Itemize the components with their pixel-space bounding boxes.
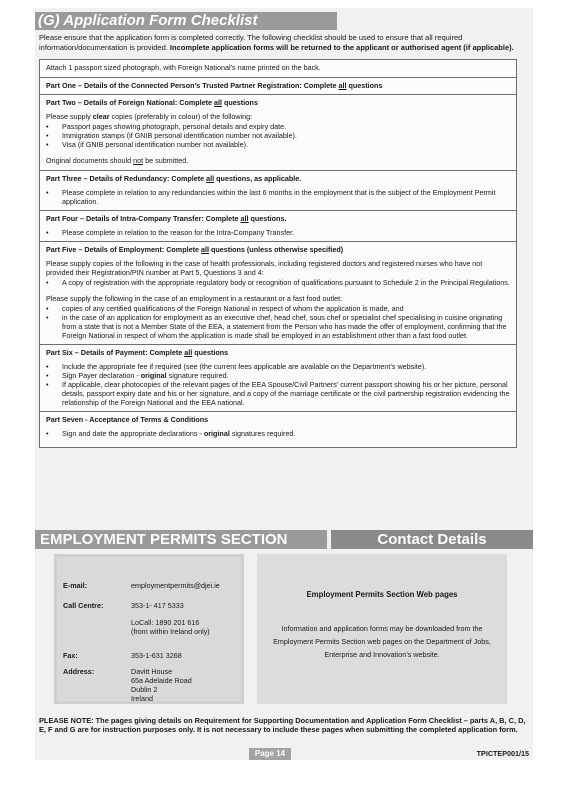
address-label: Address: xyxy=(63,667,95,676)
item2-bold: original xyxy=(140,371,167,380)
address-line: 65a Adelaide Road xyxy=(131,676,192,685)
please-note: PLEASE NOTE: The pages giving details on Requirement for Supporting Documentation and Application Form Checklist – parts A, B, C, D, E, F and G are for instruction purposes only. It is not necessary to include these pages when submitting the completed application form. xyxy=(39,716,526,734)
checklist-part-six xyxy=(40,344,516,411)
fax-label: Fax: xyxy=(63,651,78,660)
part-six-title-post: questions xyxy=(192,348,229,357)
checklist-table xyxy=(39,59,517,448)
orig-post: be submitted. xyxy=(143,156,189,165)
part-six-title xyxy=(46,348,510,357)
address-line: Dublin 2 xyxy=(131,685,158,694)
list-item xyxy=(46,371,510,380)
intro-text-bold: Incomplete application forms will be returned to the applicant or authorised agent (if applicable). xyxy=(169,42,514,52)
part-two-original-note xyxy=(46,156,510,165)
part-two-supply-post: copies (preferably in colour) of the following: xyxy=(109,112,253,121)
part-one-title-underline: all xyxy=(338,81,347,90)
web-pages-title: Employment Permits Section Web pages xyxy=(306,590,458,599)
call-centre-label: Call Centre: xyxy=(63,601,104,610)
part-four-list xyxy=(46,228,510,237)
part-one-title xyxy=(46,81,510,90)
part-six-title-underline: all xyxy=(184,348,193,357)
locall-note: (from within Ireland only) xyxy=(131,627,210,636)
call-centre-value: 353-1- 417 5333 xyxy=(131,601,184,610)
part-five-title-pre: Part Five – Details of Employment: Complete xyxy=(46,245,201,254)
part-five-title-post: questions (unless otherwise specified) xyxy=(208,245,344,254)
part-three-title xyxy=(46,174,510,183)
list-item: • Visa (if GNIB personal identification number not available). xyxy=(46,140,510,149)
contact-details-heading: Contact Details xyxy=(331,530,533,549)
item2-post: signature required. xyxy=(166,371,229,380)
part-five-list-2 xyxy=(46,304,510,340)
part-one-title-pre: Part One – Details of the Connected Person’s Trusted Partner Registration: Complete xyxy=(46,81,339,90)
part-five-health-text: Please supply copies of the following in the case of health professionals, including registered doctors and registered nurses who have not provided their Registration/PIN number at Part 5, Questions 3 and 4: xyxy=(46,259,483,277)
checklist-part-one xyxy=(40,77,516,94)
part-seven-item-bold: original xyxy=(203,429,230,438)
document-code: TPICTEP001/15 xyxy=(476,749,529,758)
web-pages-box xyxy=(257,554,507,704)
email-value[interactable]: employmentpermits@djei.ie xyxy=(131,581,220,590)
list-item: • in the case of an application for employment as an executive chef, head chef, sous chef or specialist chef specialising in cuisine originating from a state that is not a Member State of the EEA, a statement from the Person who has made the offer of employment, confirming that the Foreign National in respect of whom the application is made shall be employed in an establishment other than a fast food outlet. xyxy=(46,313,510,340)
address-value xyxy=(131,667,251,703)
email-label: E-mail: xyxy=(63,581,87,590)
checklist-part-two xyxy=(40,94,516,170)
part-two-title-pre: Part Two – Details of Foreign National: Complete xyxy=(46,98,214,107)
part-two-list xyxy=(46,122,510,149)
part-seven-item-post: signatures required. xyxy=(229,429,296,438)
list-item: • A copy of registration with the appropriate regulatory body or recognition of qualifications pursuant to Schedule 2 in the Principal Regulations. xyxy=(46,278,510,287)
list-item: • Include the appropriate fee if required (see (the current fees applicable are available on the Department’s website). xyxy=(46,362,510,371)
fax-value: 353-1-631 3268 xyxy=(131,651,182,660)
part-five-title xyxy=(46,245,510,254)
part-two-title-underline: all xyxy=(214,98,222,107)
part-two-title xyxy=(46,98,510,107)
page-title: (G) Application Form Checklist xyxy=(35,12,337,30)
page-number: Page 14 xyxy=(249,748,291,760)
list-item: • If applicable, clear photocopies of the relevant pages of the EEA Spouse/Civil Partners’ current passport showing his or her picture, personal details, passport expiry date and his or her signature, and a copy of the marriage certificate or the civil partnership registration evidencing the relationship of the Foreign National and the EEA national. xyxy=(46,380,510,407)
checklist-attach-photo xyxy=(40,60,516,77)
address-line: Ireland xyxy=(131,694,153,703)
checklist-part-five xyxy=(40,241,516,344)
part-seven-item-pre: Sign and date the appropriate declarations - xyxy=(62,429,204,438)
part-four-title-underline: all xyxy=(240,214,249,223)
contact-details-box xyxy=(54,554,244,704)
part-five-restaurant-text: Please supply the following in the case of an employment in a restaurant or a fast food outlet: xyxy=(46,294,343,303)
list-item: • copies of any certified qualifications of the Foreign National in respect of whom the application is made, and xyxy=(46,304,510,313)
part-seven-list xyxy=(46,429,510,438)
part-six-title-pre: Part Six – Details of Payment: Complete xyxy=(46,348,185,357)
spacer xyxy=(46,149,510,156)
list-item xyxy=(46,429,510,438)
part-two-supply-bold: clear xyxy=(92,112,110,121)
part-four-title-post: questions. xyxy=(248,214,287,223)
list-item: • Please complete in relation to the reason for the Intra-Company Transfer. xyxy=(46,228,510,237)
part-four-title-pre: Part Four – Details of Intra-Company Transfer: Complete xyxy=(46,214,241,223)
intro-text xyxy=(39,33,531,52)
orig-pre: Original documents should xyxy=(46,156,134,165)
orig-underline: not xyxy=(133,156,144,165)
intro-text-plain: Please ensure that the application form is completed correctly. The following checklist should be used to ensure that all required information/documentation is provided. xyxy=(39,33,463,52)
spacer xyxy=(46,287,510,294)
list-item: • Immigration stamps (if GNIB personal identification number not available). xyxy=(46,131,510,140)
checklist-part-four xyxy=(40,210,516,241)
part-three-title-post: questions, as applicable. xyxy=(214,174,302,183)
part-five-list-1 xyxy=(46,278,510,287)
address-line: Davitt House xyxy=(131,667,173,676)
checklist-part-three xyxy=(40,170,516,210)
part-one-title-post: questions xyxy=(346,81,383,90)
attach-photo-text: Attach 1 passport sized photograph, with Foreign National’s name printed on the back. xyxy=(46,63,321,72)
locall-value: LoCall: 1890 201 616 xyxy=(131,618,200,627)
part-two-supply-pre: Please supply xyxy=(46,112,93,121)
checklist-part-seven xyxy=(40,411,516,447)
part-three-list xyxy=(46,188,510,206)
part-five-title-underline: all xyxy=(200,245,209,254)
part-three-title-pre: Part Three – Details of Redundancy: Complete xyxy=(46,174,207,183)
web-pages-text: Information and application forms may be downloaded from the Employment Permits Section web pages on the Department of Jobs, Enterprise and Innovation’s website. xyxy=(273,624,491,659)
list-item: • Passport pages showing photograph, personal details and expiry date. xyxy=(46,122,510,131)
part-two-title-post: questions xyxy=(222,98,258,107)
list-item: • Please complete in relation to any redundancies within the last 6 months in the employment that is the subject of the Employment Permit application. xyxy=(46,188,510,206)
document-page xyxy=(35,8,533,760)
part-seven-title: Part Seven - Acceptance of Terms & Conditions xyxy=(46,415,209,424)
employment-permits-section-heading: EMPLOYMENT PERMITS SECTION xyxy=(35,530,327,549)
part-two-supply xyxy=(46,112,510,121)
item2-pre: Sign Payer declaration - xyxy=(62,371,141,380)
part-four-title xyxy=(46,214,510,223)
part-three-title-underline: all xyxy=(206,174,215,183)
part-six-list xyxy=(46,362,510,407)
contact-details-inner xyxy=(57,557,241,701)
